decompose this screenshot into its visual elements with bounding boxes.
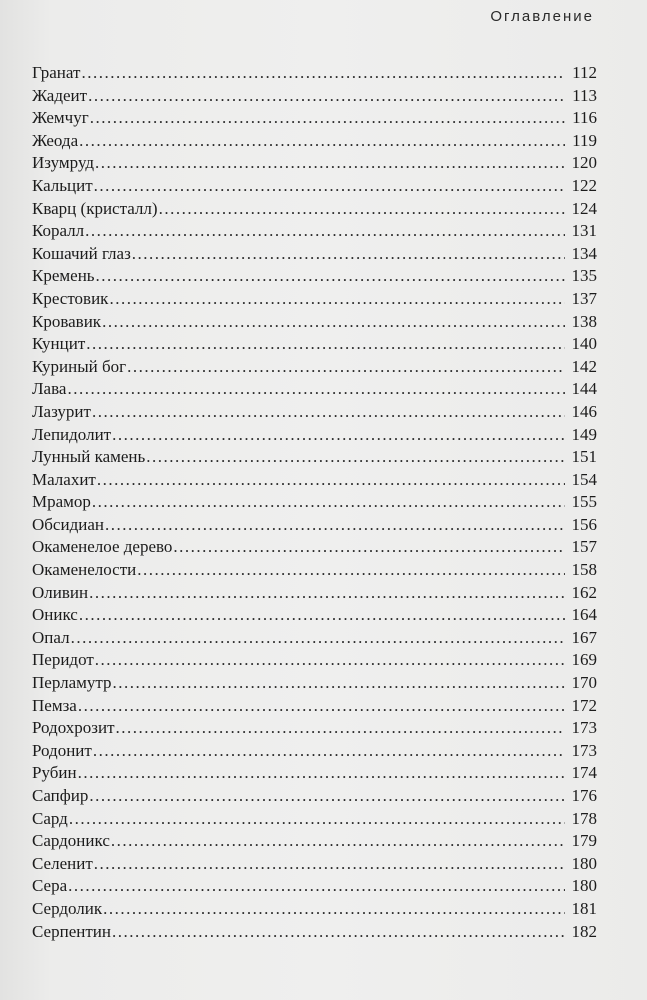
toc-entry-title: Изумруд xyxy=(32,153,95,173)
toc-entry-page: 173 xyxy=(571,740,597,760)
toc-entry-title: Кремень xyxy=(32,266,95,286)
toc-entry-page: 169 xyxy=(571,650,597,670)
running-head-title: Оглавление xyxy=(490,8,594,25)
dot-leader xyxy=(79,604,565,627)
toc-entry-title: Окаменелое дерево xyxy=(32,537,173,557)
dot-leader xyxy=(67,378,565,401)
toc-entry xyxy=(32,446,597,469)
toc-entry-page: 140 xyxy=(571,334,597,354)
toc-entry-title: Родонит xyxy=(32,740,92,760)
toc-entry xyxy=(32,356,597,379)
toc-entry xyxy=(32,785,597,808)
toc-entry xyxy=(32,717,597,740)
dot-leader xyxy=(95,649,565,672)
toc-entry-title: Сердолик xyxy=(32,898,103,918)
toc-entry xyxy=(32,808,597,831)
dot-leader xyxy=(111,830,565,853)
dot-leader xyxy=(173,536,565,559)
toc-entry-page: 113 xyxy=(572,85,597,105)
toc-entry-page: 178 xyxy=(571,808,597,828)
toc-entry-title: Лунный камень xyxy=(32,447,146,467)
dot-leader xyxy=(89,582,565,605)
toc-entry xyxy=(32,243,597,266)
toc-entry xyxy=(32,378,597,401)
dot-leader xyxy=(96,265,565,288)
toc-entry-page: 112 xyxy=(572,63,597,82)
toc-entry-page: 180 xyxy=(571,876,597,896)
toc-entry-page: 181 xyxy=(571,898,597,918)
dot-leader xyxy=(68,875,565,898)
dot-leader xyxy=(78,695,565,718)
toc-entry-page: 134 xyxy=(571,243,597,263)
toc-entry-title: Жеода xyxy=(32,130,79,150)
dot-leader xyxy=(127,356,565,379)
toc-entry-page: 158 xyxy=(571,560,597,580)
toc-entry-title: Рубин xyxy=(32,763,77,783)
toc-entry xyxy=(32,288,597,311)
toc-entry xyxy=(32,695,597,718)
toc-entry-title: Крестовик xyxy=(32,288,109,308)
toc-entry-title: Окаменелости xyxy=(32,560,137,580)
toc-entry-title: Сера xyxy=(32,876,68,896)
dot-leader xyxy=(97,469,565,492)
dot-leader xyxy=(86,333,565,356)
toc-entry-page: 170 xyxy=(571,673,597,693)
toc-entry xyxy=(32,130,597,153)
dot-leader xyxy=(93,740,565,763)
dot-leader xyxy=(159,198,565,221)
toc-entry-page: 144 xyxy=(571,379,597,399)
dot-leader xyxy=(112,424,565,447)
toc-entry-page: 122 xyxy=(571,175,597,195)
dot-leader xyxy=(109,288,565,311)
toc-entry xyxy=(32,514,597,537)
toc-entry-title: Мрамор xyxy=(32,492,91,512)
toc-entry-page: 156 xyxy=(571,514,597,534)
toc-entry-page: 146 xyxy=(571,401,597,421)
toc-entry xyxy=(32,198,597,221)
toc-entry xyxy=(32,582,597,605)
dot-leader xyxy=(112,921,565,944)
toc-entry-title: Селенит xyxy=(32,853,93,873)
dot-leader xyxy=(113,672,565,695)
toc-entry-page: 135 xyxy=(571,266,597,286)
toc-entry-page: 124 xyxy=(571,198,597,218)
toc-entry xyxy=(32,875,597,898)
toc-entry-title: Сардоникс xyxy=(32,831,110,851)
toc-entry xyxy=(32,401,597,424)
toc-entry-title: Серпентин xyxy=(32,921,111,941)
toc-entry xyxy=(32,333,597,356)
toc-entry xyxy=(32,830,597,853)
dot-leader xyxy=(81,62,565,85)
toc-entry-page: 151 xyxy=(571,447,597,467)
toc-entry xyxy=(32,220,597,243)
toc-entry-title: Родохрозит xyxy=(32,718,115,738)
toc-entry-page: 176 xyxy=(571,786,597,805)
toc-entry-title: Коралл xyxy=(32,221,85,241)
toc-entry xyxy=(32,604,597,627)
toc-entry xyxy=(32,921,597,944)
toc-entry xyxy=(32,311,597,334)
toc-entry-page: 116 xyxy=(572,108,597,128)
toc-entry-title: Перидот xyxy=(32,650,94,670)
dot-leader xyxy=(94,175,565,198)
toc-entry-page: 182 xyxy=(571,921,597,941)
toc-entry-title: Обсидиан xyxy=(32,514,104,534)
toc-entry-title: Лава xyxy=(32,379,67,399)
toc-entry-title: Опал xyxy=(32,627,70,647)
toc-entry xyxy=(32,762,597,785)
toc-entry xyxy=(32,649,597,672)
dot-leader xyxy=(78,762,565,785)
toc-entry xyxy=(32,853,597,876)
toc-entry-page: 149 xyxy=(571,424,597,444)
toc-entry-title: Оникс xyxy=(32,605,78,625)
toc-entry-page: 164 xyxy=(571,605,597,625)
toc-entry-page: 119 xyxy=(572,130,597,150)
toc-entry-title: Перламутр xyxy=(32,673,112,693)
dot-leader xyxy=(71,627,565,650)
toc-entry xyxy=(32,85,597,108)
dot-leader xyxy=(132,243,565,266)
toc-entry-page: 172 xyxy=(571,695,597,715)
table-of-contents xyxy=(32,62,597,943)
toc-entry xyxy=(32,559,597,582)
toc-entry xyxy=(32,627,597,650)
toc-entry xyxy=(32,62,597,85)
toc-entry-title: Кунцит xyxy=(32,334,86,354)
toc-entry-title: Жадеит xyxy=(32,85,88,105)
toc-entry-title: Лазурит xyxy=(32,401,91,421)
toc-entry-title: Кошачий глаз xyxy=(32,243,131,263)
toc-entry-page: 167 xyxy=(571,627,597,647)
toc-entry-page: 162 xyxy=(571,582,597,602)
dot-leader xyxy=(95,152,565,175)
toc-entry-title: Кровавик xyxy=(32,311,102,331)
toc-entry xyxy=(32,491,597,514)
toc-entry-title: Кварц (кристалл) xyxy=(32,198,158,218)
toc-entry-title: Кальцит xyxy=(32,175,93,195)
toc-entry-page: 131 xyxy=(571,221,597,241)
toc-entry xyxy=(32,536,597,559)
toc-entry-page: 173 xyxy=(571,718,597,738)
toc-entry-title: Оливин xyxy=(32,582,89,602)
toc-entry-page: 179 xyxy=(571,831,597,851)
toc-entry-title: Лепидолит xyxy=(32,424,112,444)
dot-leader xyxy=(103,898,565,921)
toc-entry xyxy=(32,898,597,921)
dot-leader xyxy=(85,220,565,243)
dot-leader xyxy=(89,785,565,808)
toc-entry-page: 180 xyxy=(571,853,597,873)
dot-leader xyxy=(88,85,565,108)
toc-entry-title: Малахит xyxy=(32,469,96,489)
toc-entry-title: Жемчуг xyxy=(32,108,89,128)
toc-entry-title: Сард xyxy=(32,808,68,828)
dot-leader xyxy=(90,107,565,130)
toc-entry xyxy=(32,107,597,130)
toc-entry-page: 154 xyxy=(571,469,597,489)
toc-entry-page: 142 xyxy=(571,356,597,376)
toc-entry xyxy=(32,672,597,695)
toc-entry-title: Гранат xyxy=(32,63,81,82)
toc-entry xyxy=(32,152,597,175)
toc-entry xyxy=(32,424,597,447)
toc-entry xyxy=(32,469,597,492)
toc-entry xyxy=(32,175,597,198)
toc-entry-page: 157 xyxy=(571,537,597,557)
dot-leader xyxy=(94,853,565,876)
toc-entry-page: 174 xyxy=(571,763,597,783)
dot-leader xyxy=(105,514,565,537)
toc-entry-title: Сапфир xyxy=(32,786,89,805)
dot-leader xyxy=(102,311,565,334)
toc-entry-page: 138 xyxy=(571,311,597,331)
toc-entry xyxy=(32,265,597,288)
dot-leader xyxy=(116,717,565,740)
dot-leader xyxy=(79,130,565,153)
toc-entry-title: Куриный бог xyxy=(32,356,127,376)
toc-entry-title: Пемза xyxy=(32,695,77,715)
toc-entry-page: 155 xyxy=(571,492,597,512)
dot-leader xyxy=(146,446,565,469)
toc-entry-page: 137 xyxy=(571,288,597,308)
dot-leader xyxy=(92,491,565,514)
dot-leader xyxy=(137,559,565,582)
toc-entry-page: 120 xyxy=(571,153,597,173)
toc-entry xyxy=(32,740,597,763)
dot-leader xyxy=(69,808,565,831)
dot-leader xyxy=(92,401,565,424)
